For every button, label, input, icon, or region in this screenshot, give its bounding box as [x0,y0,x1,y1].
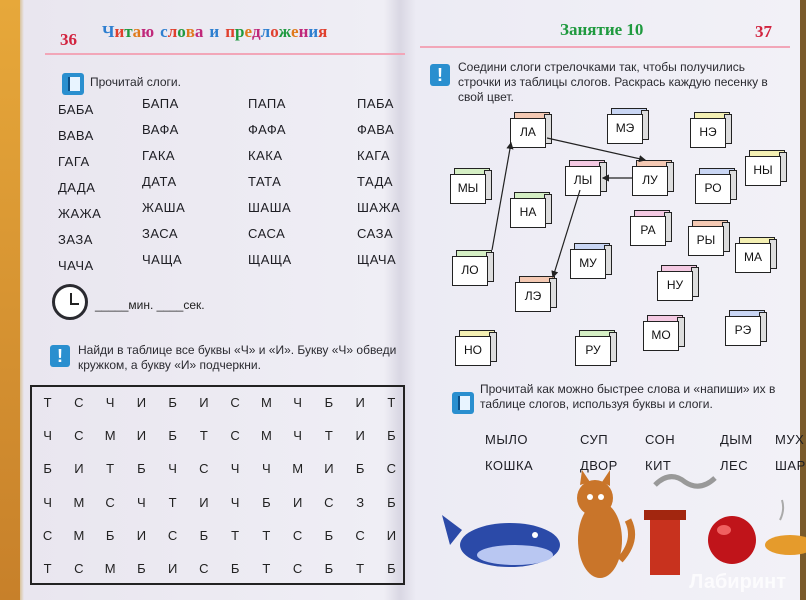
grid-letter: Б [387,494,396,510]
box-label: РЫ [688,226,724,256]
grid-letter: И [167,561,178,577]
right-page-number: 37 [755,22,772,41]
grid-letter: Т [199,428,208,443]
syllable-cell: САСА [248,226,286,241]
grid-letter: М [104,561,116,577]
title-letter: и [114,22,125,41]
grid-letter: Ч [43,494,52,510]
syllable-cell: ВАФА [142,122,179,137]
grid-letter: С [292,561,303,577]
syllable-cell: ЗАСА [142,226,179,241]
box-label: РЭ [725,316,761,346]
grid-letter: Ч [230,461,240,477]
title-letter: е [244,22,253,41]
title-letter: и [209,22,220,41]
grid-letter: Б [105,528,115,543]
grid-letter: С [292,528,303,543]
title-letter: д [252,22,261,41]
title-letter: л [167,22,178,41]
grid-letter: З [356,494,365,510]
syllable-cell: ГАГА [58,154,90,169]
grid-letter: С [74,561,84,577]
grid-letter: Б [168,428,177,443]
arrow-lo-la [492,143,511,250]
arrow-la-lu [547,138,645,160]
grid-letter: С [386,461,397,477]
box-label: ЛУ [632,166,668,196]
syllable-cell: ШАША [248,200,292,215]
syllable-cell: ДАТА [142,174,177,189]
exclamation-icon: ! [430,64,450,86]
title-letter: и [308,22,319,41]
grid-letter: Ч [168,461,177,477]
syllable-cell: ЖАША [142,200,186,215]
lesson-header: Занятие 10 [560,20,644,39]
syllable-cell: ЖАЖА [58,206,102,221]
grid-letter: Б [262,494,271,510]
syllable-cell: ЩАЧА [357,252,397,267]
grid-letter: Б [324,394,334,410]
box-label: НЭ [690,118,726,148]
arrow-ly-le [553,190,580,277]
title-letter: о [270,22,279,41]
syllable-cell: ПАБА [357,96,394,111]
grid-letter: С [199,561,209,577]
grid-letter: М [104,428,116,443]
grid-letter: Т [231,528,240,543]
title-letter: т [124,22,133,41]
grid-letter: М [73,528,85,543]
word-item: СОН [645,432,676,447]
grid-letter: С [74,394,84,410]
box-label: МУ [570,249,606,279]
grid-letter: С [324,494,334,510]
box-label: НУ [657,271,693,301]
grid-letter: Ч [43,428,52,443]
grid-letter: М [260,394,272,410]
word-item: СУП [580,432,609,447]
connect-instruction: Соедини слоги стрелочками так, чтобы получились строчки из таблицы слогов. Раскрась каждую песенку в свой цвет. [458,60,768,104]
grid-letter: Б [137,461,146,477]
grid-letter: Б [168,394,177,410]
grid-letter: Б [199,528,209,543]
box-label: ЛО [452,256,488,286]
grid-letter: Ч [293,428,302,443]
title-letter: а [194,22,204,41]
grid-letter: Ч [262,461,271,477]
grid-letter: С [42,528,53,543]
box-label: НЫ [745,156,781,186]
grid-letter: Б [43,461,52,477]
read-instruction: Прочитай слоги. [90,75,181,89]
grid-letter: Т [43,394,52,410]
syllable-cell: ЧАЩА [142,252,183,267]
box-label: НО [455,336,491,366]
grid-letter: М [292,461,304,477]
grid-letter: М [73,494,85,510]
grid-letter: И [74,461,84,477]
grid-letter: И [355,394,365,410]
grid-letter: Б [387,561,396,577]
box-label: МЭ [607,114,643,144]
syllable-cell: ФАВА [357,122,395,137]
grid-letter: Т [106,461,115,477]
grid-letter: И [136,394,147,410]
grid-letter: С [230,394,240,410]
syllable-cell: ЧАЧА [58,258,94,273]
title-letter: п [225,22,236,41]
grid-letter: И [136,528,147,543]
title-letter: ю [141,22,155,41]
syllable-cell: КАКА [248,148,283,163]
box-label: МЫ [450,174,486,204]
grid-letter: С [230,428,240,443]
word-item: МУХ [775,432,805,447]
syllable-cell: БАБА [58,102,94,117]
find-instruction: Найди в таблице все буквы «Ч» и «И». Букву «Ч» обведи кружком, а букву «И» подчеркни. [78,343,397,372]
box-label: ЛЫ [565,166,601,196]
word-item: МЫЛО [485,432,528,447]
grid-letter: С [167,528,178,543]
grid-letter: Т [324,428,333,443]
syllable-cell: ЩАЩА [248,252,292,267]
grid-letter: С [199,461,209,477]
box-label: МА [735,243,771,273]
title-letter: н [298,22,309,41]
word-item: ДЫМ [720,432,753,447]
syllable-cell: ДАДА [58,180,96,195]
grid-letter: Б [137,561,146,577]
title-letter: е [291,22,299,41]
grid-letter: И [324,461,334,477]
title-letter: р [235,22,245,41]
title-letter: о [177,22,186,41]
box-label: ЛЭ [515,282,551,312]
grid-letter: Ч [230,494,240,510]
exclamation-icon: ! [50,345,70,367]
grid-letter: Ч [105,394,115,410]
title-letter: л [260,22,271,41]
word-item: ДВОР [580,458,618,473]
title-letter: я [318,22,328,41]
title-letter: а [132,22,142,41]
syllable-cell: ЗАЗА [58,232,93,247]
word-item: ЛЕС [720,458,749,473]
syllable-cell: ТАДА [357,174,394,189]
grid-letter: И [355,428,365,443]
timer-text: _____мин. ____сек. [95,298,205,312]
word-item: ШАР [775,458,806,473]
syllable-cell: БАПА [142,96,179,111]
grid-letter: Ч [137,494,146,510]
title-letter: ж [278,22,292,41]
grid-letter: Т [356,561,365,577]
grid-letter: И [199,394,209,410]
syllable-cell: ГАКА [142,148,176,163]
grid-letter: С [355,528,365,543]
box-label: НА [510,198,546,228]
syllable-cell: ВАВА [58,128,94,143]
grid-letter: И [136,428,147,443]
grid-letter: М [260,428,272,443]
box-label: ЛА [510,118,546,148]
grid-letter: С [105,494,115,510]
box-label: РА [630,216,666,246]
grid-letter: Т [262,528,271,543]
grid-letter: Т [43,561,52,577]
syllable-cell: ШАЖА [357,200,401,215]
title-letter: с [160,22,168,41]
grid-letter: И [386,528,397,543]
title-letter: Ч [102,22,115,41]
box-label: РО [695,174,731,204]
word-item: КОШКА [485,458,534,473]
box-label: РУ [575,336,611,366]
read-fast-instruction: Прочитай как можно быстрее слова и «напиши» их в таблице слогов, используя буквы и слоги. [480,382,776,411]
grid-letter: Ч [293,394,302,410]
grid-letter: Б [387,428,396,443]
word-item: КИТ [645,458,672,473]
left-page-number: 36 [60,30,77,49]
grid-letter: Б [355,461,365,477]
grid-letter: Б [324,528,334,543]
watermark: Лабиринт [689,571,786,593]
syllable-cell: ТАТА [248,174,282,189]
grid-letter: Т [262,561,271,577]
syllable-cell: САЗА [357,226,394,241]
box-label: МО [643,321,679,351]
grid-letter: Б [230,561,240,577]
syllable-cell: КАГА [357,148,391,163]
grid-letter: С [74,428,84,443]
title-letter: в [185,22,195,41]
syllable-cell: ПАПА [248,96,286,111]
grid-letter: И [292,494,303,510]
grid-letter: Т [168,494,177,510]
grid-letter: Т [387,394,396,410]
grid-letter: Б [324,561,334,577]
syllable-cell: ФАФА [248,122,287,137]
grid-letter: И [199,494,209,510]
